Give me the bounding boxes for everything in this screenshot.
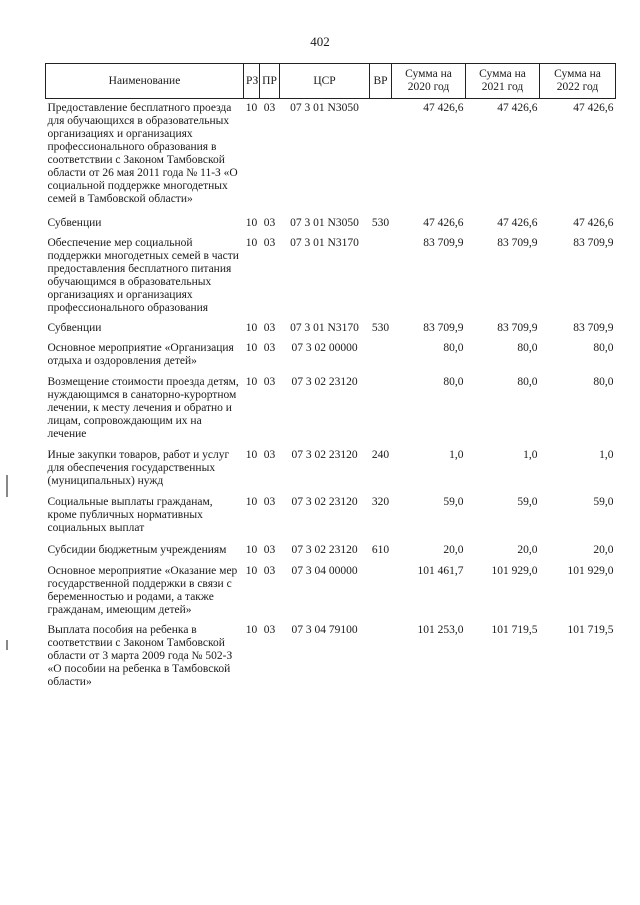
- cell-pr: 03: [263, 376, 276, 388]
- cell-name: Субвенции: [47, 322, 102, 334]
- cell-name: Возмещение стоимости проезда детям, нуждающимся в санаторно-курортном лечении, к месту лечения и обратно и лицам, сопровождающим их на лечение: [47, 376, 239, 440]
- cell-vr: [370, 562, 392, 621]
- cell-csr: 07 3 02 00000: [291, 342, 358, 354]
- cell-s2020: 47 426,6: [423, 102, 464, 114]
- header-name: Наименование: [46, 64, 244, 99]
- cell-name: Иные закупки товаров, работ и услуг для обеспечения государственных (муниципальных) нужд: [47, 449, 230, 487]
- cell-vr: 530: [371, 322, 390, 334]
- cell-s2020: 80,0: [443, 342, 464, 354]
- cell-s2021: 59,0: [517, 496, 538, 508]
- cell-s2020: 47 426,6: [423, 217, 464, 229]
- header-2020: Сумма на 2020 год: [392, 64, 466, 99]
- cell-vr: 240: [371, 449, 390, 461]
- cell-s2021: 80,0: [517, 342, 538, 354]
- cell-rz: 10: [245, 496, 258, 508]
- table-row: [46, 234, 616, 319]
- cell-name: Выплата пособия на ребенка в соответствии с Законом Тамбовской области от 3 марта 2009 года № 502-З «О пособии на ребенка в Тамбовской области»: [47, 624, 233, 688]
- cell-vr: [370, 373, 392, 446]
- cell-vr: [370, 621, 392, 693]
- cell-rz: 10: [245, 102, 258, 114]
- cell-pr: 03: [263, 217, 276, 229]
- table-header-row: [46, 64, 616, 99]
- cell-s2022: 80,0: [593, 342, 614, 354]
- cell-s2021: 101 929,0: [491, 565, 538, 577]
- cell-s2020: 83 709,9: [423, 237, 464, 249]
- header-csr: ЦСР: [280, 64, 370, 99]
- cell-pr: 03: [263, 624, 276, 636]
- cell-csr: 07 3 04 00000: [291, 565, 358, 577]
- cell-csr: 07 3 02 23120: [291, 449, 358, 461]
- cell-s2021: 83 709,9: [497, 237, 538, 249]
- cell-s2022: 20,0: [593, 544, 614, 556]
- cell-s2021: 47 426,6: [497, 217, 538, 229]
- cell-csr: 07 3 01 N3050: [290, 102, 359, 114]
- table-row: [46, 214, 616, 234]
- cell-s2022: 101 929,0: [567, 565, 614, 577]
- cell-rz: 10: [245, 217, 258, 229]
- cell-rz: 10: [245, 449, 258, 461]
- cell-pr: 03: [263, 342, 276, 354]
- table-row: [46, 493, 616, 541]
- cell-s2022: 47 426,6: [573, 217, 614, 229]
- cell-csr: 07 3 01 N3170: [290, 237, 359, 249]
- cell-rz: 10: [245, 544, 258, 556]
- cell-name: Основное мероприятие «Оказание мер государственной поддержки в связи с беременностью и родами, а также гражданам, имеющим детей»: [47, 565, 238, 616]
- cell-pr: 03: [263, 565, 276, 577]
- cell-s2022: 80,0: [593, 376, 614, 388]
- cell-vr: [370, 234, 392, 319]
- cell-rz: 10: [245, 376, 258, 388]
- header-pr: ПР: [260, 64, 280, 99]
- cell-s2022: 59,0: [593, 496, 614, 508]
- cell-pr: 03: [263, 496, 276, 508]
- cell-name: Субсидии бюджетным учреждениям: [47, 544, 227, 556]
- cell-rz: 10: [245, 342, 258, 354]
- cell-s2021: 1,0: [523, 449, 538, 461]
- table-row: [46, 319, 616, 339]
- header-rz: РЗ: [244, 64, 260, 99]
- cell-vr: 530: [371, 217, 390, 229]
- scan-edge-mark: [6, 475, 8, 497]
- cell-s2020: 101 461,7: [417, 565, 464, 577]
- cell-rz: 10: [245, 624, 258, 636]
- cell-name: Предоставление бесплатного проезда для обучающихся в образовательных организациях и организациях профессионального образования в соответствии с Законом Тамбовской области от 26 мая 2011 года № 11-З «О социальной поддержке многодетных семей в Тамбовской области»: [47, 102, 238, 205]
- cell-s2020: 1,0: [449, 449, 464, 461]
- cell-csr: 07 3 01 N3170: [290, 322, 359, 334]
- cell-csr: 07 3 02 23120: [291, 544, 358, 556]
- cell-pr: 03: [263, 102, 276, 114]
- table-row: [46, 339, 616, 373]
- cell-s2020: 101 253,0: [417, 624, 464, 636]
- page-number: 402: [310, 34, 330, 49]
- cell-s2021: 20,0: [517, 544, 538, 556]
- cell-vr: [370, 339, 392, 373]
- cell-csr: 07 3 01 N3050: [290, 217, 359, 229]
- table-row: [46, 373, 616, 446]
- table-row: [46, 446, 616, 493]
- cell-vr: [370, 99, 392, 215]
- cell-pr: 03: [263, 322, 276, 334]
- cell-name: Основное мероприятие «Организация отдыха и оздоровления детей»: [47, 342, 234, 367]
- header-vr: ВР: [370, 64, 392, 99]
- cell-name: Обеспечение мер социальной поддержки многодетных семей в части предоставления бесплатного питания обучающимся в образовательных организациях и организациях профессионального образования: [47, 237, 239, 314]
- cell-csr: 07 3 02 23120: [291, 496, 358, 508]
- cell-pr: 03: [263, 237, 276, 249]
- header-2022: Сумма на 2022 год: [540, 64, 616, 99]
- cell-s2020: 80,0: [443, 376, 464, 388]
- cell-s2022: 83 709,9: [573, 237, 614, 249]
- cell-name: Социальные выплаты гражданам, кроме публичных нормативных социальных выплат: [47, 496, 213, 534]
- cell-csr: 07 3 02 23120: [291, 376, 358, 388]
- cell-s2021: 83 709,9: [497, 322, 538, 334]
- table-row: [46, 99, 616, 215]
- cell-rz: 10: [245, 237, 258, 249]
- table-row: [46, 541, 616, 562]
- cell-s2020: 59,0: [443, 496, 464, 508]
- scan-edge-mark: [6, 640, 8, 650]
- header-2021: Сумма на 2021 год: [466, 64, 540, 99]
- table-row: [46, 562, 616, 621]
- cell-s2021: 101 719,5: [491, 624, 538, 636]
- cell-vr: 610: [371, 544, 390, 556]
- cell-s2020: 83 709,9: [423, 322, 464, 334]
- cell-s2021: 47 426,6: [497, 102, 538, 114]
- cell-pr: 03: [263, 449, 276, 461]
- cell-vr: 320: [371, 496, 390, 508]
- budget-table: [45, 63, 616, 693]
- table-row: [46, 621, 616, 693]
- cell-rz: 10: [245, 322, 258, 334]
- cell-rz: 10: [245, 565, 258, 577]
- cell-name: Субвенции: [47, 217, 102, 229]
- cell-s2022: 83 709,9: [573, 322, 614, 334]
- cell-s2022: 47 426,6: [573, 102, 614, 114]
- cell-s2022: 1,0: [599, 449, 614, 461]
- cell-csr: 07 3 04 79100: [291, 624, 358, 636]
- cell-s2022: 101 719,5: [567, 624, 614, 636]
- cell-s2020: 20,0: [443, 544, 464, 556]
- cell-pr: 03: [263, 544, 276, 556]
- cell-s2021: 80,0: [517, 376, 538, 388]
